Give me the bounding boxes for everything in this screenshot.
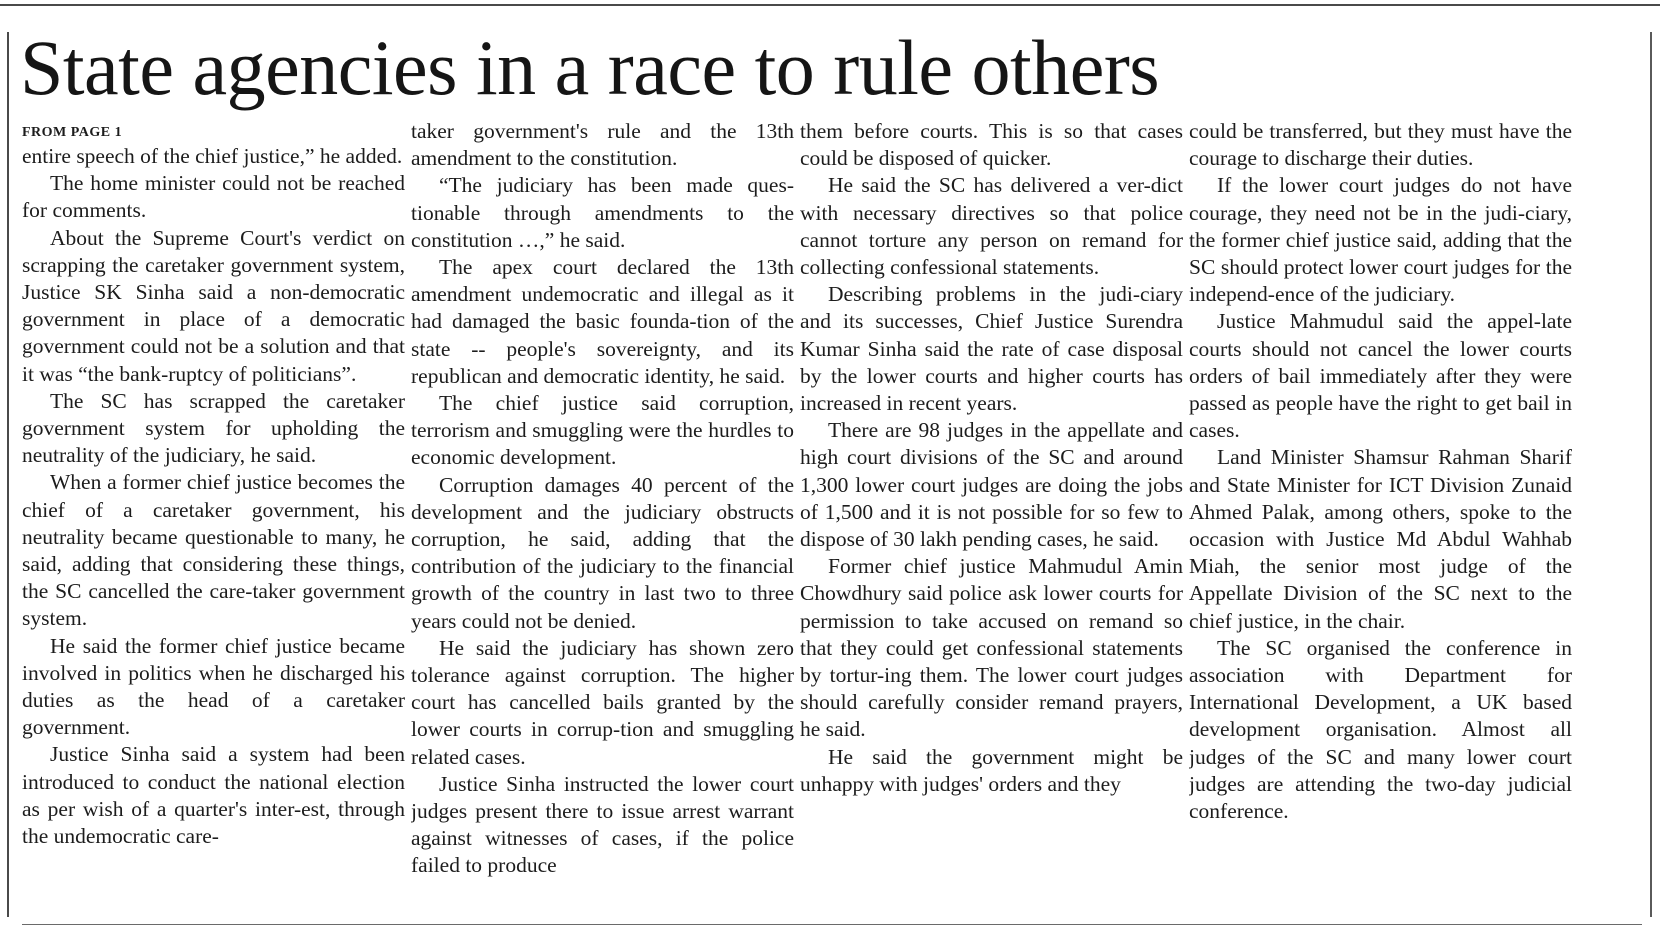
article-column-4 [1189,118,1572,913]
paragraph: He said the SC has delivered a ver-dict with necessary directives so that police cannot torture any person on remand for collecting confessional statements. [800,173,1183,280]
article-headline: State agencies in a race to rule others [20,24,1160,111]
paragraph: The SC has scrapped the caretaker government system for upholding the neutrality of the judiciary, he said. [22,388,405,468]
paragraph: could be transferred, but they must have the courage to discharge their duties. [1189,119,1572,171]
paragraph: He said the judiciary has shown zero tolerance against corruption. The higher court has cancelled bails granted by the lower courts in corrup-tion and smuggling related cases. [411,635,794,769]
paragraph: About the Supreme Court's verdict on scrapping the caretaker government system, Justice SK Sinha said a non-democratic government in place of a democratic government could not be a solution and that it was “the bank-ruptcy of politicians”. [22,225,405,386]
continued-from-label: FROM PAGE 1 [22,125,123,140]
top-rule [0,4,1660,6]
paragraph: Describing problems in the judi-ciary and its successes, Chief Justice Surendra Kumar Sinha said the rate of case disposal by the lower courts and higher courts has increased in recent years. [800,282,1183,416]
paragraph: He said the former chief justice became involved in politics when he discharged his duties as the head of a caretaker government. [22,633,405,740]
paragraph: When a former chief justice becomes the chief of a caretaker government, his neutrality became questionable to many, he said, adding that considering these things, the SC cancelled the care-taker government system. [22,470,405,631]
paragraph: Justice Mahmudul said the appel-late courts should not cancel the lower courts orders of bail immediately after they were passed as people have the right to get bail in cases. [1189,309,1572,443]
paragraph: There are 98 judges in the appellate and high court divisions of the SC and around 1,300 lower court judges are doing the jobs of 1,500 and it is not possible for so few to dispose of 30 lakh pending cases, he said. [800,418,1183,552]
paragraph: The chief justice said corruption, terrorism and smuggling were the hurdles to economic development. [411,391,794,470]
paragraph: Justice Sinha said a system had been introduced to conduct the national election as per wish of a quarter's inter-est, through the undemocratic care- [22,742,405,849]
paragraph: Former chief justice Mahmudul Amin Chowdhury said police ask lower courts for permission to take accused on remand so that they could get confessional statements by tortur-ing them. The lower court judges should carefully consider remand prayers, he said. [800,554,1183,742]
paragraph: The home minister could not be reached for comments. [22,171,405,223]
paragraph: Justice Sinha instructed the lower court judges present there to issue arrest warrant against witnesses of cases, if the police failed to produce [411,771,794,878]
left-border [7,32,9,917]
paragraph: Land Minister Shamsur Rahman Sharif and State Minister for ICT Division Zunaid Ahmed Palak, among others, spoke to the occasion with Justice Md Abdul Wahhab Miah, the senior most judge of the Appellate Division of the SC next to the chief justice, in the chair. [1189,445,1572,633]
article-column-2 [411,118,794,913]
article-column-3 [800,118,1183,913]
right-border [1650,32,1652,917]
paragraph: He said the government might be unhappy with judges' orders and they [800,744,1183,796]
paragraph: “The judiciary has been made ques-tionable through amendments to the constitution …,” he said. [411,173,794,252]
article-body [22,118,1638,913]
paragraph: entire speech of the chief justice,” he added. [22,144,403,168]
paragraph: them before courts. This is so that cases could be disposed of quicker. [800,119,1183,171]
paragraph: The apex court declared the 13th amendment undemocratic and illegal as it had damaged the basic founda-tion of the state -- people's sovereignty, and its republican and democratic identity, he said. [411,255,794,388]
paragraph: If the lower court judges do not have courage, they need not be in the judi-ciary, the former chief justice said, adding that the SC should protect lower court judges for the independ-ence of the judiciary. [1189,173,1572,307]
paragraph: Corruption damages 40 percent of the development and the judiciary obstructs corruption, he said, adding that the contribution of the judiciary to the financial growth of the country in last two to three years could not be denied. [411,472,794,633]
article-column-1 [22,118,405,913]
paragraph: The SC organised the conference in association with Department for International Development, a UK based development organisation. Almost all judges of the SC and many lower court judges are attending the two-day judicial conference. [1189,635,1572,824]
bottom-rule [22,924,1642,925]
paragraph: taker government's rule and the 13th amendment to the constitution. [411,119,794,171]
